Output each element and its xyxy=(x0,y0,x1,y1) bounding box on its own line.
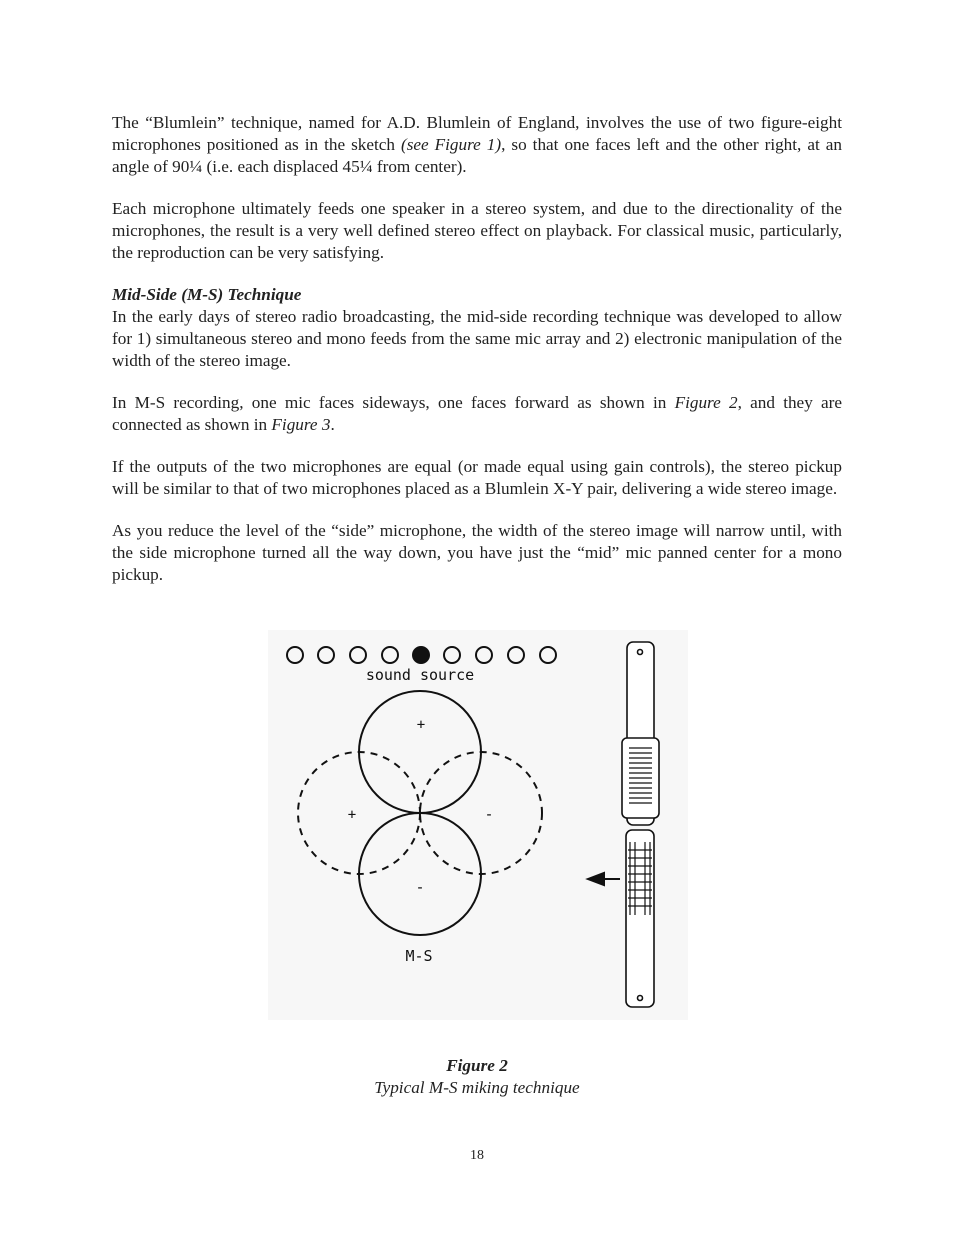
paragraph-ms-equal-outputs: If the outputs of the two microphones are equal (or made equal using gain controls), the stereo pickup will be similar to that of two microphones placed as a Blumlein X-Y pair, delivering a wide stereo image. xyxy=(112,457,842,498)
figure-2-title: Figure 2 xyxy=(446,1056,508,1075)
paragraph-ms-side-level: As you reduce the level of the “side” microphone, the width of the stereo image will narrow until, with the side microphone turned all the way down, you have just the “mid” mic panned center for a mono pickup. xyxy=(112,521,842,584)
paragraph-ms-history: In the early days of stereo radio broadcasting, the mid-side recording technique was developed to allow for 1) simultaneous stereo and mono feeds from the same mic array and 2) electronic manipulation of the width of the stereo image. xyxy=(112,307,842,370)
side-plus-sign: + xyxy=(347,807,357,823)
mid-minus-sign: - xyxy=(415,878,425,896)
figure-2-reference: Figure 2 xyxy=(674,393,738,412)
figure-3-reference: Figure 3 xyxy=(271,415,331,434)
figure-1-reference: (see Figure 1) xyxy=(400,135,502,154)
page-number: 18 xyxy=(470,1148,484,1163)
paragraph-ms-setup: In M-S recording, one mic faces sideways, one faces forward as shown in Figure 2, and they are connected as shown in Figure 3. xyxy=(112,393,843,434)
figure-2-subtitle: Typical M-S miking technique xyxy=(374,1078,580,1097)
page-body xyxy=(112,112,842,606)
paragraph-blumlein: The “Blumlein” technique, named for A.D. Blumlein of England, involves the use of two figure-eight microphones positioned as in the sketch (see Figure 1), so that one faces left and the other right, at an angle of 90¼ (i.e. each displaced 45¼ from center). xyxy=(112,113,842,176)
figure-2-diagram xyxy=(268,630,688,1020)
side-minus-sign: - xyxy=(484,805,494,823)
mid-plus-sign: + xyxy=(416,717,426,733)
paragraph-blumlein-playback: Each microphone ultimately feeds one speaker in a stereo system, and due to the directionality of the microphones, the result is a very well defined stereo effect on playback. For classical music, particularly, the reproduction can be very satisfying. xyxy=(112,199,842,262)
sound-source-label: sound source xyxy=(365,666,475,684)
ms-diagram-svg xyxy=(268,630,688,1020)
section-heading-mid-side: Mid-Side (M-S) Technique xyxy=(112,285,302,304)
ms-label: M-S xyxy=(405,947,433,965)
